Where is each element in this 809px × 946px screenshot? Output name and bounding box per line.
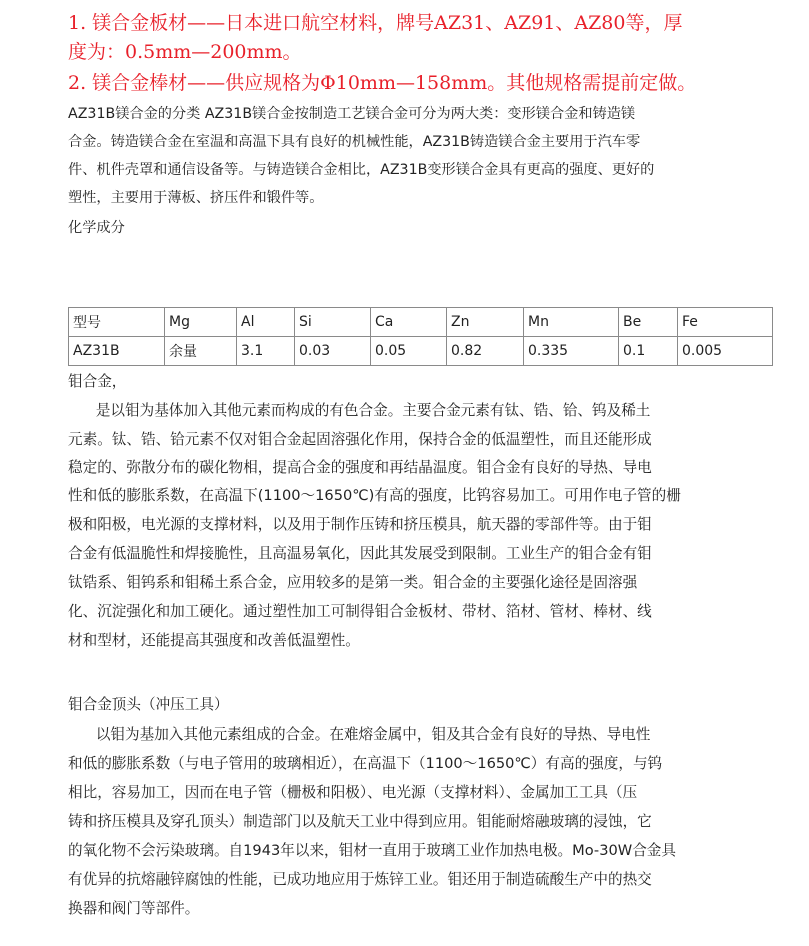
table-header-cell: Ca — [371, 308, 447, 337]
composition-heading: 化学成分 — [68, 220, 125, 236]
table-header-row — [69, 308, 773, 337]
table-row — [69, 337, 773, 366]
table-cell: 0.82 — [447, 337, 524, 366]
section-heading: 钼合金顶头（冲压工具） — [68, 696, 229, 713]
paragraph-line: 极和阳极，电光源的支撑材料，以及用于制作压铸和挤压模具，航天器的零部件等。由于钼 — [68, 516, 652, 533]
table-header-cell: Mg — [165, 308, 237, 337]
paragraph-line: 合金有低温脆性和焊接脆性，且高温易氧化，因此其发展受到限制。工业生产的钼合金有钼 — [68, 545, 652, 562]
paragraph-line: 元素。钛、锆、铪元素不仅对钼合金起固溶强化作用，保持合金的低温塑性，而且还能形成 — [68, 431, 652, 448]
section-heading: 钼合金， — [68, 373, 127, 390]
intro-line: 合金。铸造镁合金在室温和高温下具有良好的机械性能，AZ31B铸造镁合金主要用于汽车零 — [68, 134, 641, 150]
table-header-cell: Zn — [447, 308, 524, 337]
header-red-2: 度为：0.5mm—200mm。 — [68, 41, 302, 63]
table-cell: 3.1 — [237, 337, 295, 366]
table-cell: 0.335 — [524, 337, 619, 366]
paragraph-line: 以钼为基加入其他元素组成的合金。在难熔金属中，钼及其合金有良好的导热、导电性 — [68, 726, 651, 743]
table-cell: AZ31B — [69, 337, 165, 366]
header-red-3: 2. 镁合金棒材——供应规格为Φ10mm—158mm。其他规格需提前定做。 — [68, 72, 697, 94]
paragraph-line: 有优异的抗熔融锌腐蚀的性能，已成功地应用于炼锌工业。钼还用于制造硫酸生产中的热交 — [68, 871, 652, 888]
paragraph-line: 和低的膨胀系数（与电子管用的玻璃相近），在高温下（1100～1650℃）有高的强度，与钨 — [68, 755, 663, 772]
paragraph-line: 材和型材，还能提高其强度和改善低温塑性。 — [68, 632, 360, 649]
paragraph-line: 相比，容易加工，因而在电子管（栅极和阳极）、电光源（支撑材料）、金属加工工具（压 — [68, 784, 638, 801]
table-cell: 余量 — [165, 337, 237, 366]
paragraph-line: 性和低的膨胀系数，在高温下(1100～1650℃)有高的强度，比钨容易加工。可用作电子管的栅 — [68, 487, 681, 504]
table-header-cell: Al — [237, 308, 295, 337]
intro-line: AZ31B镁合金的分类 AZ31B镁合金按制造工艺镁合金可分为两大类：变形镁合金和铸造镁 — [68, 106, 636, 122]
paragraph-line: 钛锆系、钼钨系和钼稀土系合金，应用较多的是第一类。钼合金的主要强化途径是固溶强 — [68, 574, 638, 591]
table-cell: 0.03 — [295, 337, 371, 366]
table-cell: 0.1 — [619, 337, 678, 366]
table-cell: 0.05 — [371, 337, 447, 366]
paragraph-line: 稳定的、弥散分布的碳化物相，提高合金的强度和再结晶温度。钼合金有良好的导热、导电 — [68, 459, 652, 476]
intro-line: 塑性，主要用于薄板、挤压件和锻件等。 — [68, 190, 324, 206]
paragraph-line: 换器和阀门等部件。 — [68, 900, 200, 917]
paragraph-line: 是以钼为基体加入其他元素而构成的有色合金。主要合金元素有钛、锆、铪、钨及稀土 — [68, 402, 651, 419]
table-header-cell: Mn — [524, 308, 619, 337]
composition-table — [68, 307, 773, 366]
header-red-1: 1. 镁合金板材——日本进口航空材料，牌号AZ31、AZ91、AZ80等，厚 — [68, 12, 683, 34]
table-header-cell: Fe — [678, 308, 773, 337]
table-header-cell: Be — [619, 308, 678, 337]
paragraph-line: 化、沉淀强化和加工硬化。通过塑性加工可制得钼合金板材、带材、箔材、管材、棒材、线 — [68, 603, 652, 620]
table-header-cell: 型号 — [69, 308, 165, 337]
table-cell: 0.005 — [678, 337, 773, 366]
table-header-cell: Si — [295, 308, 371, 337]
paragraph-line: 的氧化物不会污染玻璃。自1943年以来，钼材一直用于玻璃工业作加热电极。Mo-30W合金具 — [68, 842, 676, 859]
paragraph-line: 铸和挤压模具及穿孔顶头）制造部门以及航天工业中得到应用。钼能耐熔融玻璃的浸蚀，它 — [68, 813, 652, 830]
intro-line: 件、机件壳罩和通信设备等。与铸造镁合金相比，AZ31B变形镁合金具有更高的强度、更好的 — [68, 162, 655, 178]
